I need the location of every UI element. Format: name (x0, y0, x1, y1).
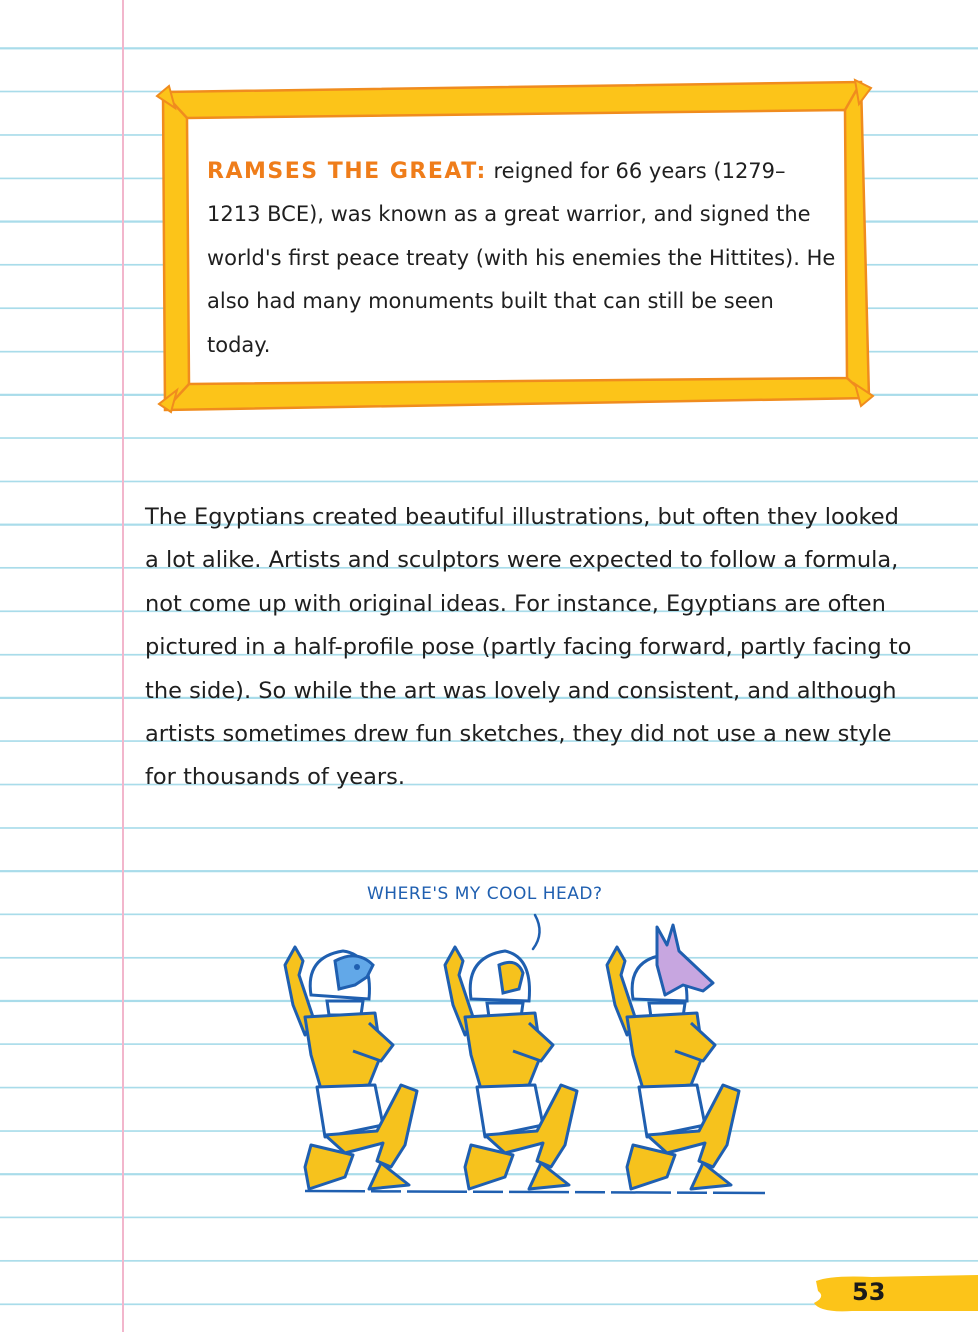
callout-heading: RAMSES THE GREAT: (207, 159, 487, 184)
page-tab-brushstroke (812, 1273, 978, 1313)
callout-body: reigned for 66 years (1279–1213 BCE), was known as a great warrior, and signed the world's first peace treaty (with his enemies the Hittites). He also had many monuments built that can still be seen today. (207, 159, 836, 357)
figure-falcon-head (285, 947, 417, 1189)
ramses-callout-box (155, 78, 875, 414)
body-paragraph: The Egyptians created beautiful illustrations, but often they looked a lot alike. Artists and sculptors were expected to follow a formula, not come up with original ideas. For instance, Egyptians are often pictured in a half-profile pose (partly facing forward, partly facing to the side). So while the art was lovely and consistent, and although artists sometimes drew fun sketches, they did not use a new style for thousands of years. (145, 504, 912, 791)
page-number: 53 (852, 1278, 886, 1306)
speech-bubble-text: WHERE'S MY COOL HEAD? (367, 884, 603, 904)
figure-jackal-head (607, 925, 739, 1189)
notebook-margin-line (122, 0, 124, 1332)
figure-human-head (445, 947, 577, 1189)
kneeling-egyptian-figures-illustration (265, 905, 785, 1205)
page-number-tab (812, 1273, 978, 1313)
callout-text-block (207, 150, 837, 367)
main-paragraph-block (145, 496, 915, 800)
